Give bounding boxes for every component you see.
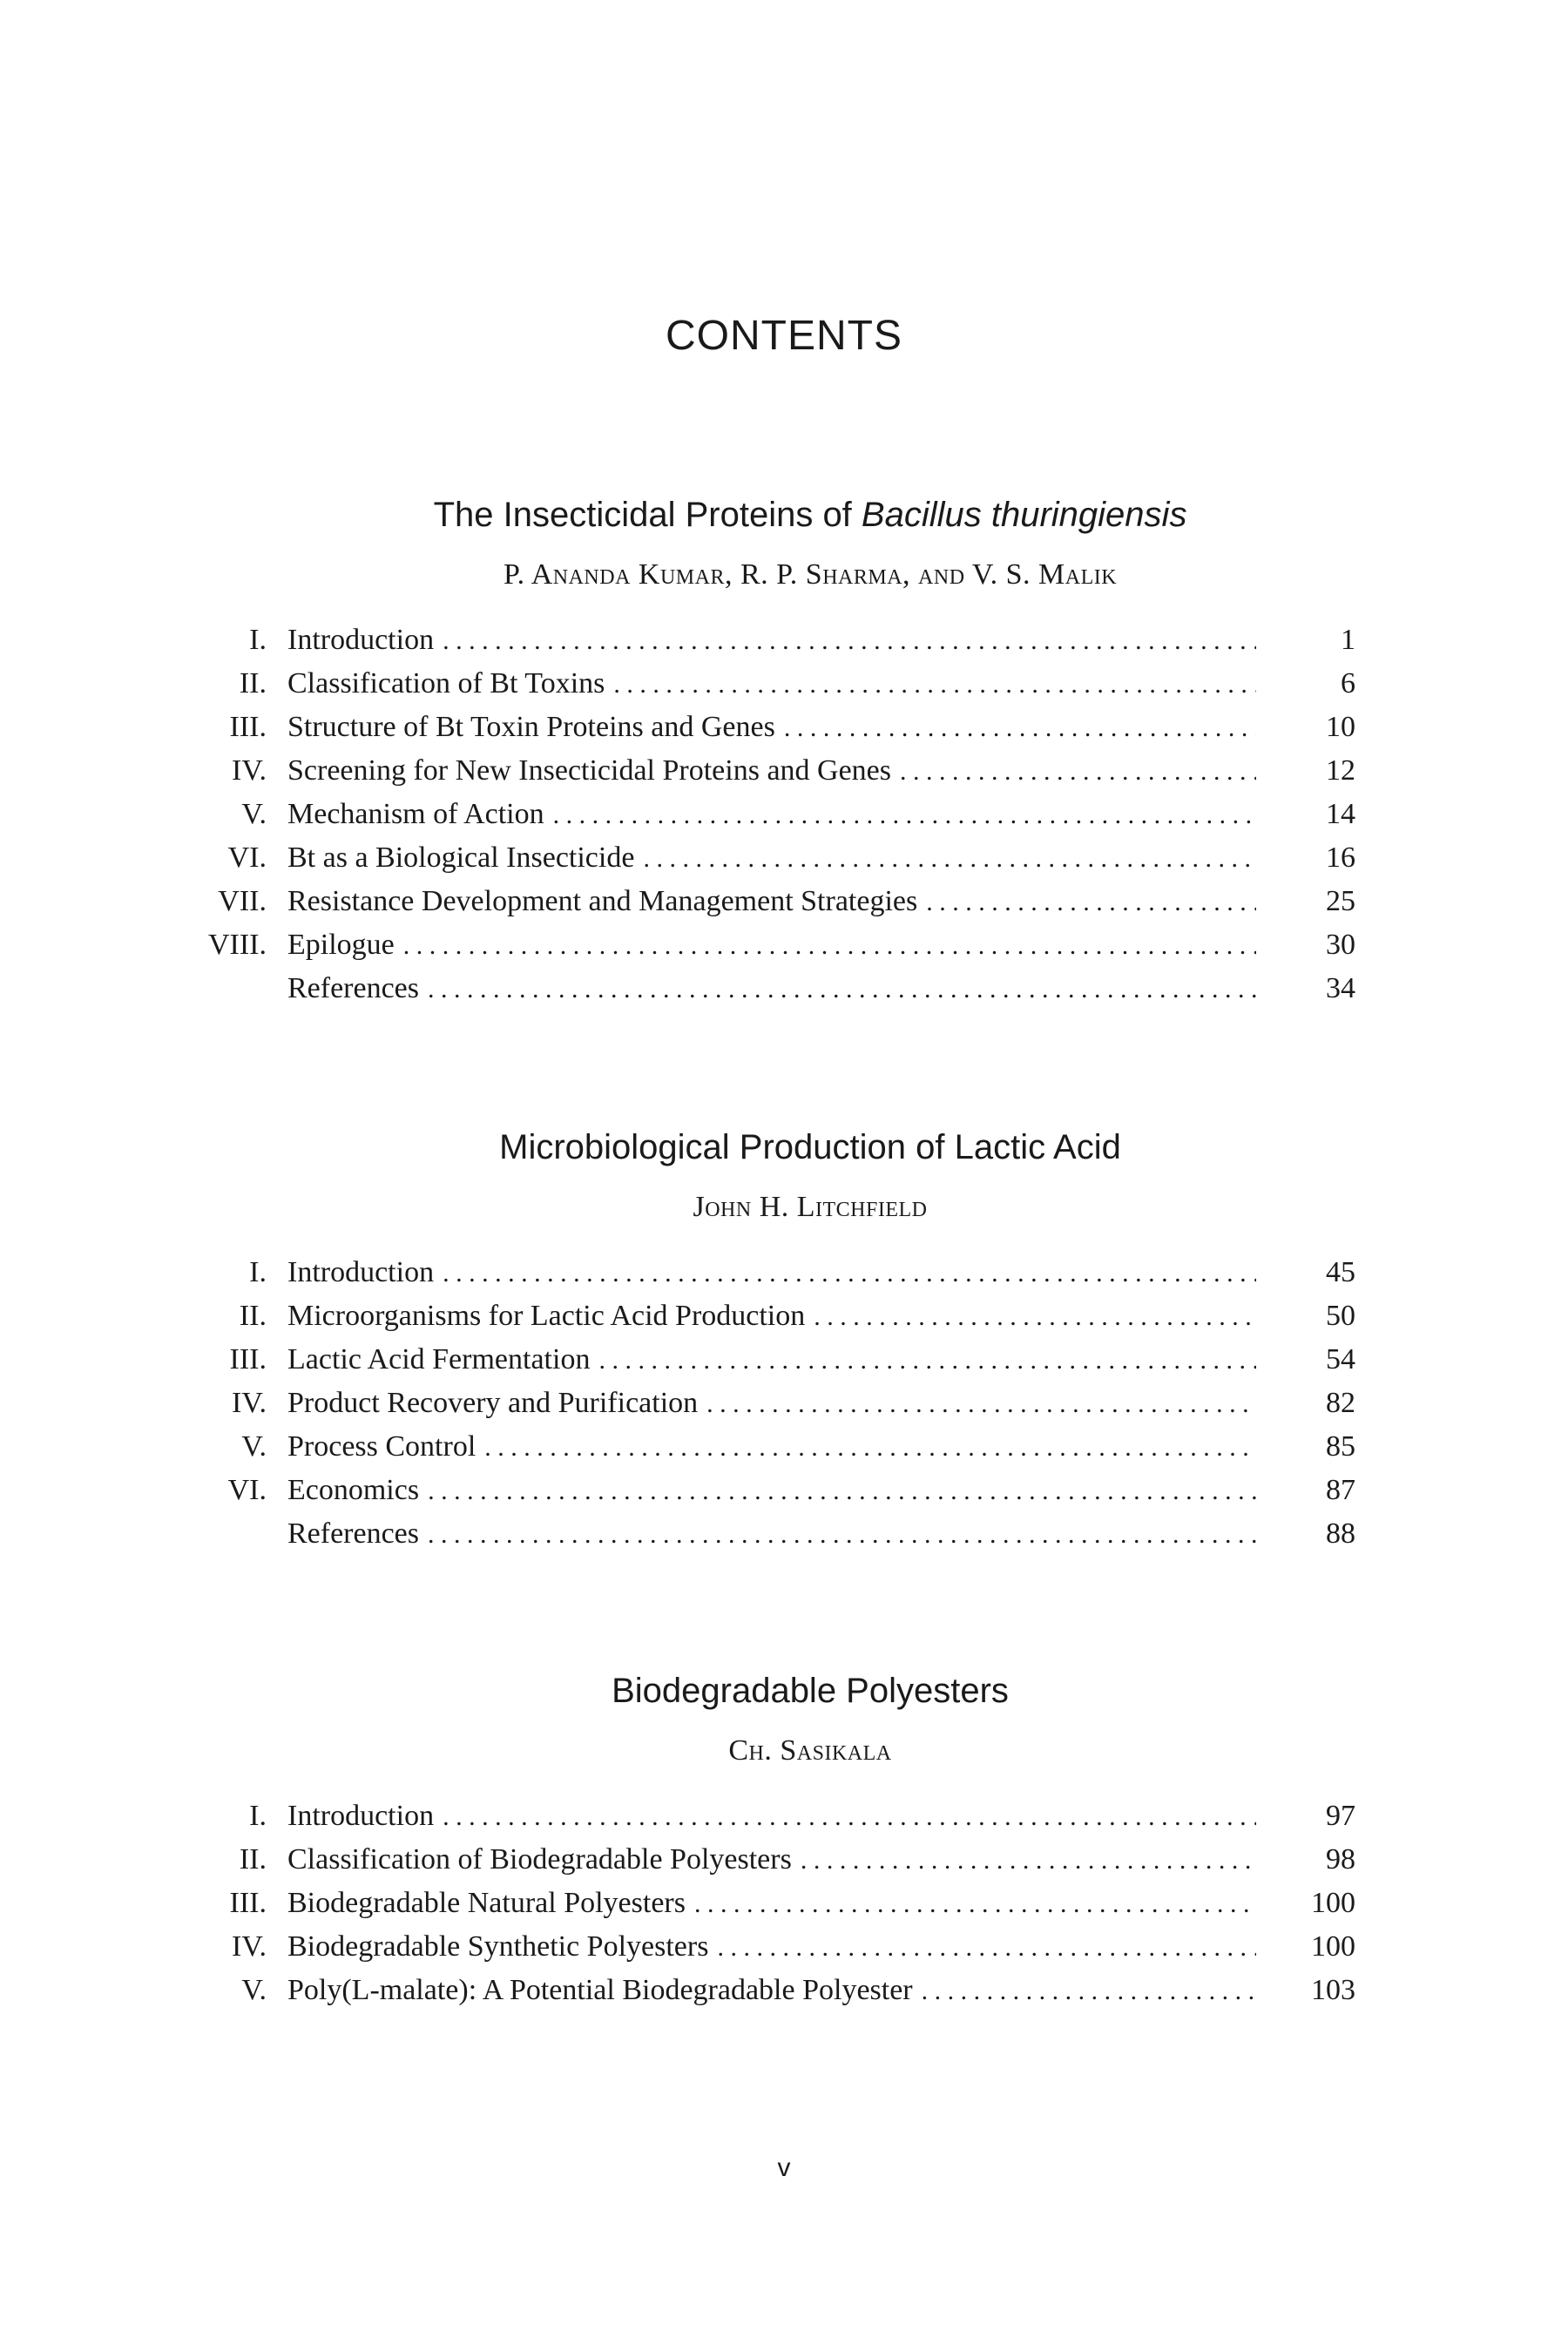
dot-leader (553, 794, 1256, 837)
toc-entry-body (287, 1838, 1256, 1882)
toc-entry-body (287, 662, 1256, 706)
toc-entry-page-number: 85 (1326, 1430, 1355, 1463)
chapter-title-italic: Bacillus thuringiensis (861, 496, 1187, 534)
toc-entry[interactable] (0, 1838, 1568, 1882)
chapter-3 (0, 1669, 1568, 2012)
toc-entry-label: Microorganisms for Lactic Acid Production (287, 1300, 806, 1332)
toc-entry[interactable] (0, 836, 1568, 880)
dot-leader (900, 750, 1256, 794)
toc-entry[interactable] (0, 662, 1568, 706)
chapter-title (0, 1669, 1568, 1713)
toc-entry-body (287, 618, 1256, 663)
toc-entry-numeral: V. (241, 798, 267, 830)
toc-entry[interactable] (0, 1382, 1568, 1425)
toc-entry-label: References (287, 972, 420, 1004)
toc-entry[interactable] (0, 1294, 1568, 1338)
dot-leader (428, 968, 1256, 1011)
toc-entry[interactable] (0, 967, 1568, 1010)
toc-entry-numeral: IV. (232, 1387, 267, 1419)
toc-entry-page-number: 88 (1326, 1517, 1355, 1550)
toc-entry-body (287, 1512, 1256, 1557)
toc-entry-label: Screening for New Insecticidal Proteins and Genes (287, 754, 891, 787)
toc-entry-page-number: 12 (1326, 754, 1355, 787)
toc-entry[interactable] (0, 1794, 1568, 1838)
toc-entry-numeral: IV. (232, 754, 267, 787)
dot-leader (428, 1470, 1256, 1513)
dot-leader (926, 881, 1256, 924)
toc-entry-label: Biodegradable Synthetic Polyesters (287, 1930, 709, 1963)
toc-entry-page-number: 82 (1326, 1387, 1355, 1419)
chapter-authors: P. Ananda Kumar, R. P. Sharma, and V. S. Malik (503, 558, 1118, 591)
toc-entry[interactable] (0, 1251, 1568, 1294)
toc-entry-page-number: 103 (1311, 1974, 1355, 2006)
toc-entry-numeral: V. (241, 1974, 267, 2006)
toc-entry-numeral: VII. (218, 885, 267, 917)
dot-leader (443, 1252, 1256, 1295)
toc-entry-label: Introduction (287, 1256, 435, 1288)
toc-entry-body (287, 880, 1256, 924)
toc-entry-page-number: 30 (1326, 929, 1355, 961)
toc-entry-numeral: VI. (227, 841, 267, 874)
dot-leader (484, 1426, 1256, 1470)
dot-leader (643, 837, 1256, 881)
toc-entry-page-number: 54 (1326, 1343, 1355, 1375)
toc-entry-body (287, 1338, 1256, 1382)
toc-entry-body (287, 749, 1256, 794)
chapter-authors: John H. Litchfield (693, 1191, 928, 1223)
chapter-2 (0, 1125, 1568, 1556)
toc-entry[interactable] (0, 1969, 1568, 2012)
toc-entry-body (287, 1969, 1256, 2013)
toc-entry-body (287, 923, 1256, 968)
toc-entry-label: Introduction (287, 1800, 435, 1832)
chapter-title-plain: The Insecticidal Proteins of (433, 496, 862, 534)
dot-leader (784, 706, 1256, 750)
chapter-title-plain: Microbiological Production of Lactic Acid (499, 1128, 1121, 1166)
toc-entry-body (287, 1382, 1256, 1426)
chapter-1 (0, 493, 1568, 1010)
dot-leader (801, 1839, 1256, 1882)
toc-entry-label: Economics (287, 1474, 420, 1506)
toc-entry-numeral: I. (249, 1256, 267, 1288)
toc-entry-list (0, 1794, 1568, 2012)
toc-entry-numeral: VI. (227, 1474, 267, 1506)
chapter-title (0, 493, 1568, 537)
toc-entry-label: Classification of Biodegradable Polyesters (287, 1843, 792, 1876)
toc-entry-page-number: 87 (1326, 1474, 1355, 1506)
toc-entry-page-number: 6 (1341, 667, 1355, 700)
toc-entry[interactable] (0, 793, 1568, 836)
toc-entry-label: References (287, 1517, 420, 1550)
dot-leader (922, 1970, 1256, 2013)
dot-leader (706, 1382, 1256, 1426)
toc-entry-body (287, 967, 1256, 1011)
dot-leader (443, 1795, 1256, 1839)
toc-entry-numeral: III. (229, 1887, 267, 1919)
chapter-authors: Ch. Sasikala (728, 1734, 892, 1767)
toc-entry-body (287, 1882, 1256, 1926)
chapter-title (0, 1125, 1568, 1169)
toc-entry-page-number: 97 (1326, 1800, 1355, 1832)
toc-entry-label: Introduction (287, 624, 435, 656)
toc-entry[interactable] (0, 618, 1568, 662)
toc-entry-page-number: 50 (1326, 1300, 1355, 1332)
toc-entry-label: Bt as a Biological Insecticide (287, 841, 635, 874)
toc-entry-body (287, 706, 1256, 750)
dot-leader (717, 1926, 1256, 1970)
toc-entry-numeral: III. (229, 711, 267, 743)
toc-entry[interactable] (0, 749, 1568, 793)
toc-entry-page-number: 25 (1326, 885, 1355, 917)
toc-entry-label: Classification of Bt Toxins (287, 667, 605, 700)
toc-entry-page-number: 14 (1326, 798, 1355, 830)
toc-entry-numeral: II. (239, 1300, 267, 1332)
toc-entry[interactable] (0, 923, 1568, 967)
toc-entry-list (0, 618, 1568, 1010)
toc-entry-numeral: II. (239, 667, 267, 700)
dot-leader (403, 924, 1256, 968)
toc-entry-numeral: IV. (232, 1930, 267, 1963)
toc-entry-body (287, 1294, 1256, 1339)
dot-leader (428, 1513, 1256, 1557)
toc-entry-list (0, 1251, 1568, 1556)
toc-entry-label: Product Recovery and Purification (287, 1387, 699, 1419)
toc-entry-label: Resistance Development and Management Strategies (287, 885, 918, 917)
toc-entry-page-number: 45 (1326, 1256, 1355, 1288)
toc-entry-page-number: 16 (1326, 841, 1355, 874)
toc-entry-numeral: I. (249, 1800, 267, 1832)
toc-entry[interactable] (0, 1512, 1568, 1556)
toc-entry-label: Mechanism of Action (287, 798, 544, 830)
toc-entry-label: Biodegradable Natural Polyesters (287, 1887, 686, 1919)
toc-entry[interactable] (0, 880, 1568, 923)
toc-entry-numeral: VIII. (207, 929, 267, 961)
toc-entry-numeral: III. (229, 1343, 267, 1375)
toc-entry-page-number: 10 (1326, 711, 1355, 743)
toc-entry-page-number: 100 (1311, 1930, 1355, 1963)
toc-entry-body (287, 1469, 1256, 1513)
toc-entry-body (287, 793, 1256, 837)
dot-leader (443, 619, 1256, 663)
toc-entry-numeral: I. (249, 624, 267, 656)
toc-entry-page-number: 100 (1311, 1887, 1355, 1919)
toc-entry-body (287, 1251, 1256, 1295)
toc-entry-body (287, 1425, 1256, 1470)
toc-entry-numeral: V. (241, 1430, 267, 1463)
toc-entry-body (287, 1794, 1256, 1839)
dot-leader (694, 1882, 1256, 1926)
toc-entry-label: Structure of Bt Toxin Proteins and Genes (287, 711, 775, 743)
toc-entry-label: Lactic Acid Fermentation (287, 1343, 591, 1375)
toc-entry-numeral: II. (239, 1843, 267, 1876)
page-title: CONTENTS (666, 313, 902, 359)
toc-entry[interactable] (0, 1925, 1568, 1969)
toc-entry-page-number: 1 (1341, 624, 1355, 656)
toc-entry-page-number: 98 (1326, 1843, 1355, 1876)
toc-entry-body (287, 1925, 1256, 1970)
dot-leader (613, 663, 1256, 706)
dot-leader (814, 1295, 1256, 1339)
toc-entry-label: Process Control (287, 1430, 476, 1463)
toc-entry-page-number: 34 (1326, 972, 1355, 1004)
toc-entry[interactable] (0, 1469, 1568, 1512)
toc-entry-label: Epilogue (287, 929, 395, 961)
toc-entry[interactable] (0, 1338, 1568, 1382)
page-number: v (777, 2153, 791, 2182)
toc-entry[interactable] (0, 1425, 1568, 1469)
dot-leader (598, 1339, 1256, 1382)
chapter-title-plain: Biodegradable Polyesters (612, 1672, 1009, 1710)
toc-entry-body (287, 836, 1256, 881)
toc-entry[interactable] (0, 1882, 1568, 1925)
toc-entry[interactable] (0, 706, 1568, 749)
toc-entry-label: Poly(L-malate): A Potential Biodegradable Polyester (287, 1974, 913, 2006)
